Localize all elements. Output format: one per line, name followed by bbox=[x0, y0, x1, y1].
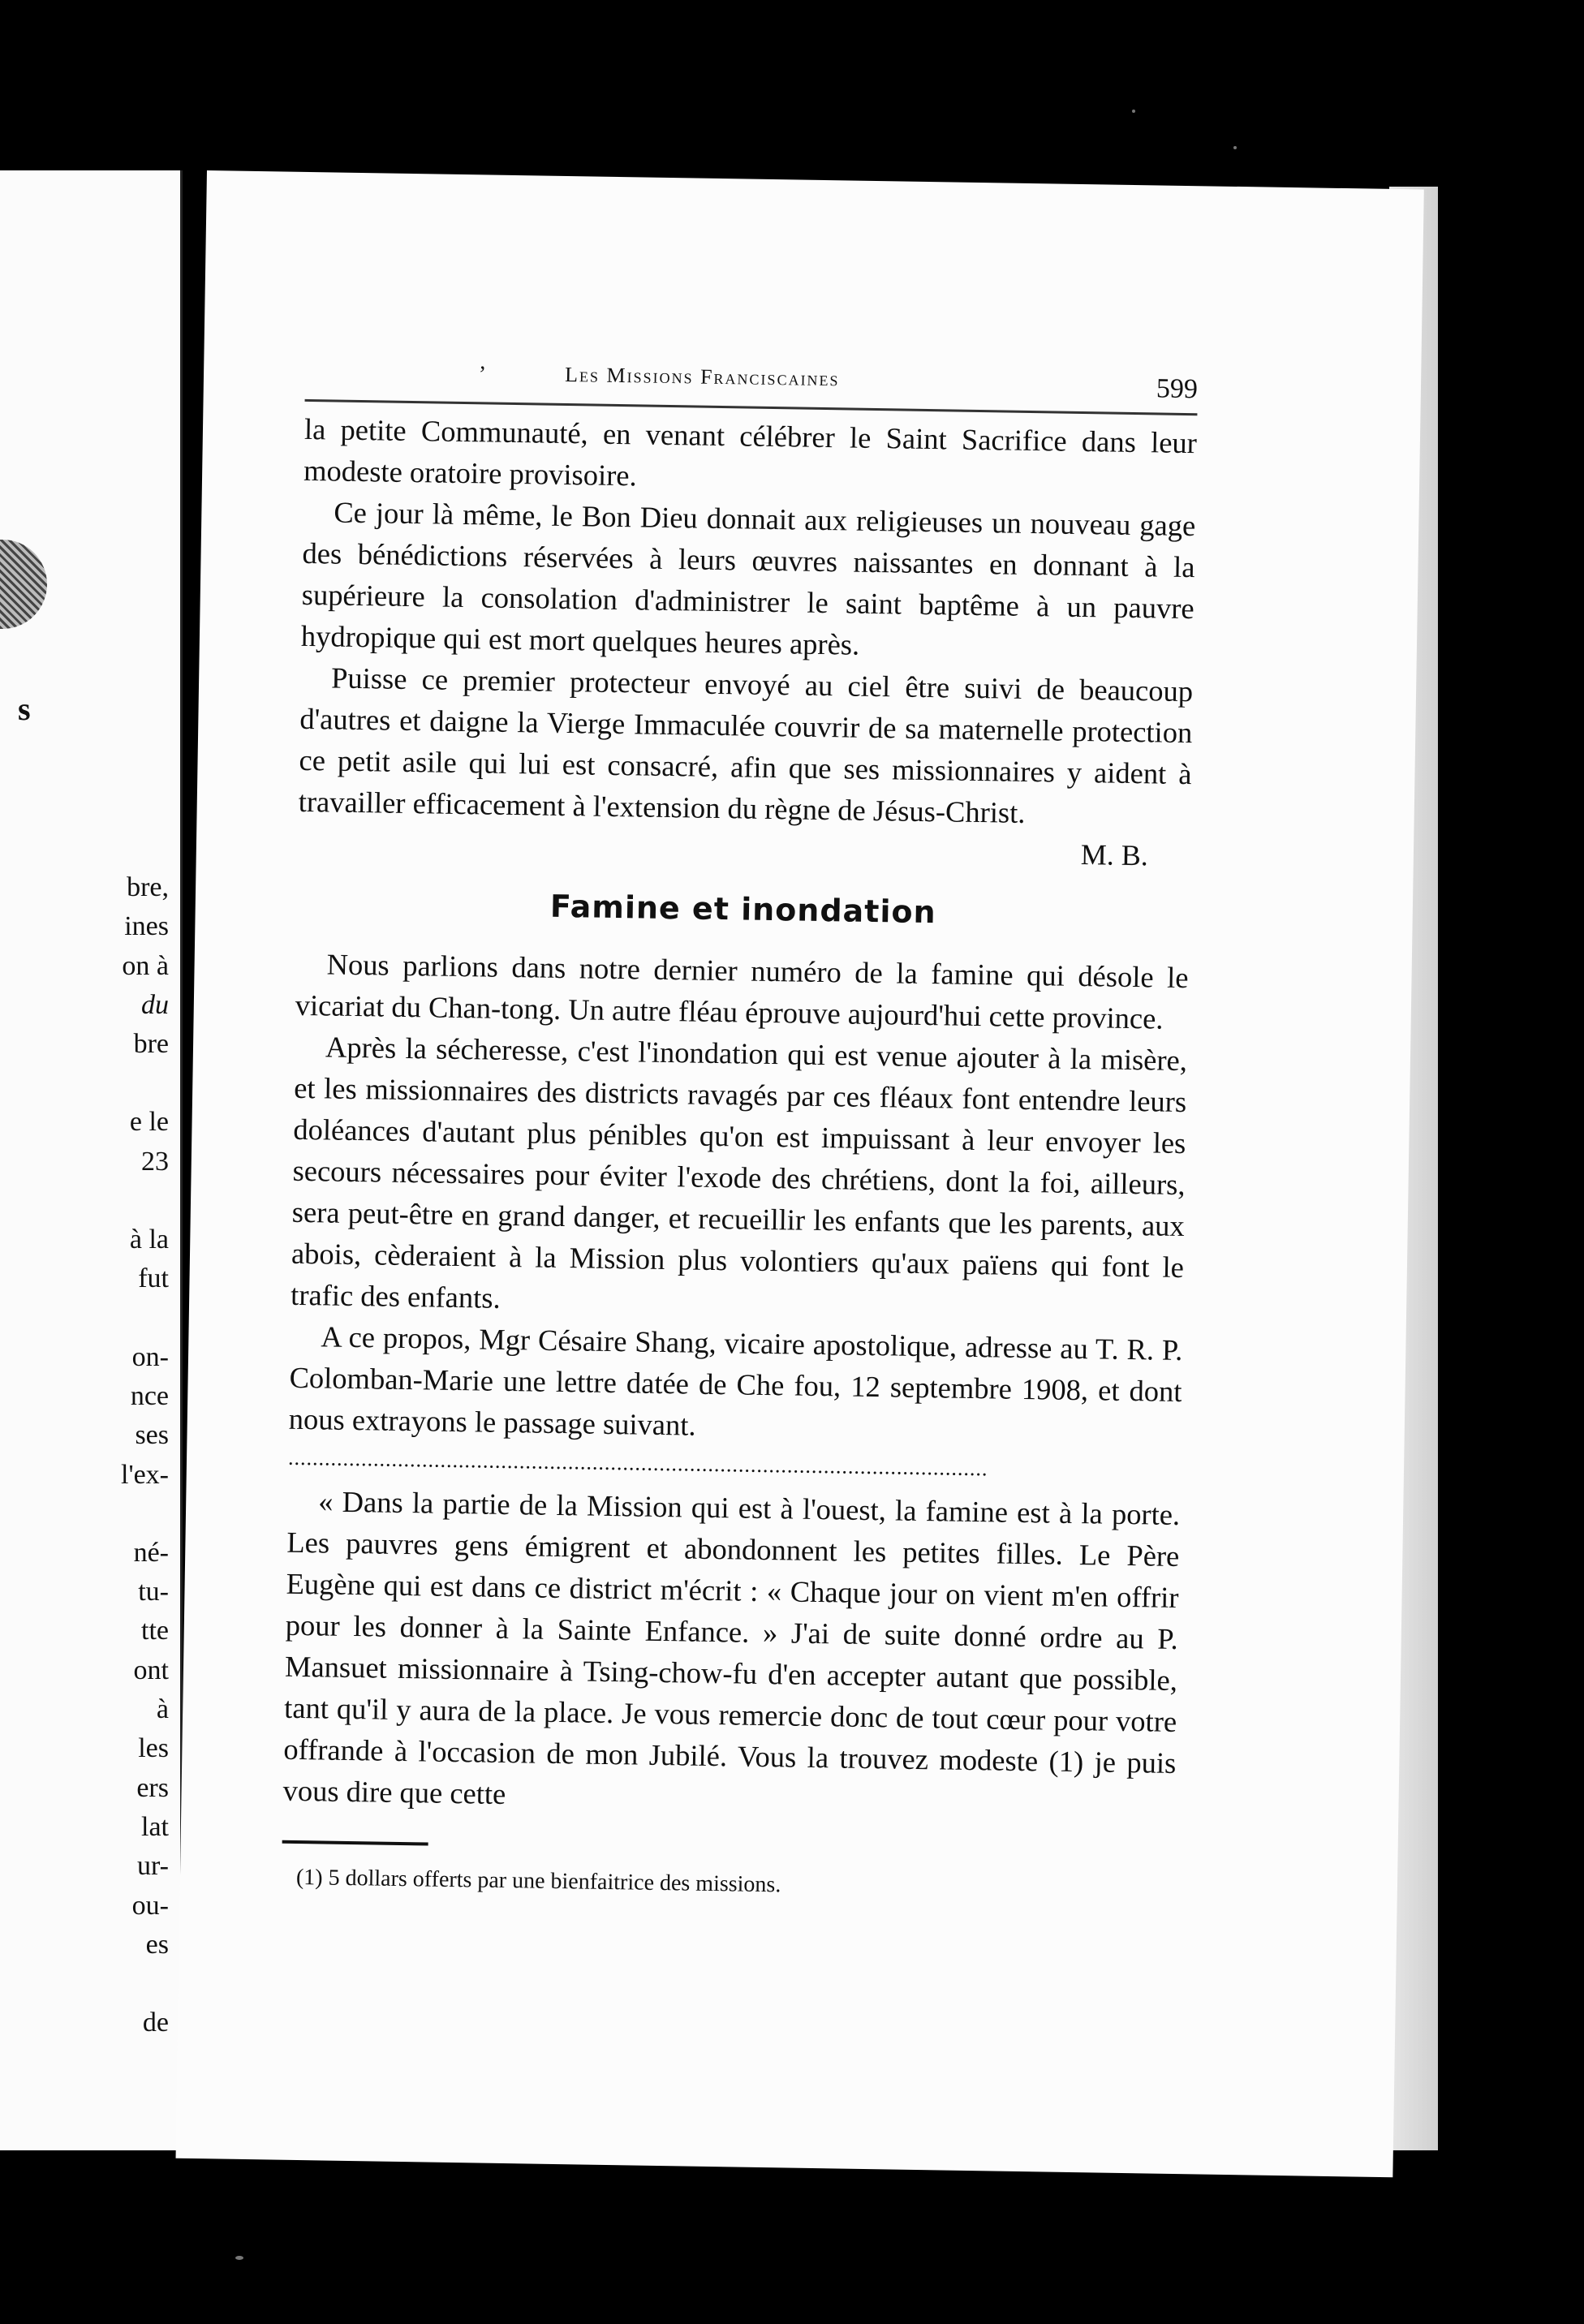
left-page-line bbox=[6, 1495, 169, 1534]
left-page-line: 23 bbox=[141, 1146, 169, 1177]
left-page-line: on à bbox=[122, 950, 169, 981]
dust-speck bbox=[235, 2256, 243, 2260]
paragraph: Nous parlions dans notre dernier numéro de la famine qui désole le vicariat du Chan-tong. Un autre fléau éprouve aujourd'hui cette province. bbox=[295, 947, 1189, 1035]
dotted-separator: ................................................................................................................... bbox=[287, 1445, 988, 1481]
page-content bbox=[282, 334, 1199, 1904]
left-page-line: fut bbox=[138, 1263, 169, 1294]
left-page-line: bre bbox=[133, 1029, 169, 1060]
left-page-line: ou- bbox=[131, 1890, 169, 1921]
left-page-glyph: s bbox=[18, 691, 31, 727]
quote-paragraph: « Dans la partie de la Mission qui est à l'ouest, la famine est à la porte. Les pauvres gens émigrent et abondonnent les petites filles. Le Père Eugène qui est dans ce district m'écrit : « Chaque jour on vient m'en offrir pour les donner à la Sainte Enfance. » J'ai de suite donné ordre au P. Mansuet missionnaire à Tsing-chow-fu d'en accepter autant que possible, tant qu'il y aura de la place. Je vous remercie donc de tout cœur pour votre offrande à l'occasion de mon Jubilé. Vous la trouvez modeste (1) je puis vous dire que cette bbox=[282, 1484, 1181, 1811]
left-page-line: de bbox=[142, 2008, 169, 2038]
paragraph: Après la sécheresse, c'est l'inondation qui est venue ajouter à la misère, et les missionnaires des districts ravagés par ces fléaux font entendre leurs doléances d'autant plus pénibles qu'on est impuissant à leur envoyer les secours nécessaires pour éviter l'exode des chrétiens, dont la foi, ailleurs, sera peut-être en grand danger, et recueillir les enfants que les parents, aux abois, cèderaient à la Mission plus volontiers qu'aux païens qui font le trafic des enfants. bbox=[290, 1030, 1188, 1315]
signature: M. B. bbox=[1080, 838, 1149, 872]
footnote-rule bbox=[282, 1840, 428, 1846]
left-page-line: bre, bbox=[127, 872, 169, 902]
left-page-line: ers bbox=[136, 1772, 169, 1803]
left-page-line bbox=[6, 1064, 169, 1103]
left-page-line: es bbox=[145, 1929, 169, 1960]
left-page-line: à bbox=[156, 1694, 169, 1725]
paragraph: Ce jour là même, le Bon Dieu donnait aux religieuses un nouveau gage des bénédictions réservées à leurs œuvres naissantes en donnant à la supérieure la consolation d'administrer le saint baptême à un pauvre hydropique qui est mort quelques heures après. bbox=[300, 495, 1196, 661]
right-page bbox=[176, 170, 1424, 2177]
left-page-line bbox=[6, 1181, 169, 1220]
dust-speck bbox=[1233, 146, 1237, 149]
paragraph: la petite Communauté, en venant célébrer le Saint Sacrifice dans leur modeste oratoire provisoire. bbox=[303, 411, 1198, 493]
header-mark: , bbox=[480, 349, 486, 375]
left-page-line: e le bbox=[129, 1107, 169, 1138]
left-page-line: du bbox=[141, 989, 169, 1020]
left-facing-page bbox=[0, 170, 183, 2150]
dust-speck bbox=[1132, 110, 1135, 113]
footnote: (1) 5 dollars offerts par une bienfaitrice des missions. bbox=[295, 1864, 781, 1898]
left-page-line: les bbox=[138, 1733, 169, 1764]
paragraph: A ce propos, Mgr Césaire Shang, vicaire apostolique, adresse au T. R. P. Colomban-Marie une lettre datée de Che fou, 12 septembre 1908, et dont nous extrayons le passage suivant. bbox=[288, 1319, 1183, 1442]
left-page-line bbox=[6, 1965, 169, 2003]
left-page-line: ines bbox=[124, 911, 169, 942]
left-page-line: ur- bbox=[137, 1851, 169, 1882]
section-title: Famine et inondation bbox=[549, 888, 936, 931]
left-page-line: tu- bbox=[138, 1577, 169, 1607]
page-number: 599 bbox=[1156, 373, 1199, 405]
page-header bbox=[305, 334, 1199, 415]
left-page-line: ont bbox=[133, 1655, 169, 1685]
left-page-line: lat bbox=[141, 1811, 169, 1842]
left-page-line: l'ex- bbox=[121, 1459, 169, 1490]
left-page-line: nce bbox=[130, 1380, 169, 1411]
left-page-line: on- bbox=[131, 1341, 169, 1372]
left-page-line: ses bbox=[135, 1420, 169, 1451]
ornament-illustration bbox=[0, 540, 47, 629]
running-head: Les Missions Franciscaines bbox=[564, 362, 840, 391]
left-page-line: tte bbox=[141, 1616, 169, 1646]
left-page-line: à la bbox=[129, 1224, 169, 1255]
left-page-text-fragments bbox=[6, 868, 169, 2042]
left-page-line bbox=[6, 1299, 169, 1338]
paragraph: Puisse ce premier protecteur envoyé au ciel être suivi de beaucoup d'autres et daigne la Vierge Immaculée couvrir de sa maternelle protection ce petit asile qui lui est consacré, afin que ses missionnaires y aident à travailler efficacement à l'extension du règne de Jésus-Christ. bbox=[298, 661, 1194, 829]
left-page-line: né- bbox=[133, 1537, 169, 1568]
